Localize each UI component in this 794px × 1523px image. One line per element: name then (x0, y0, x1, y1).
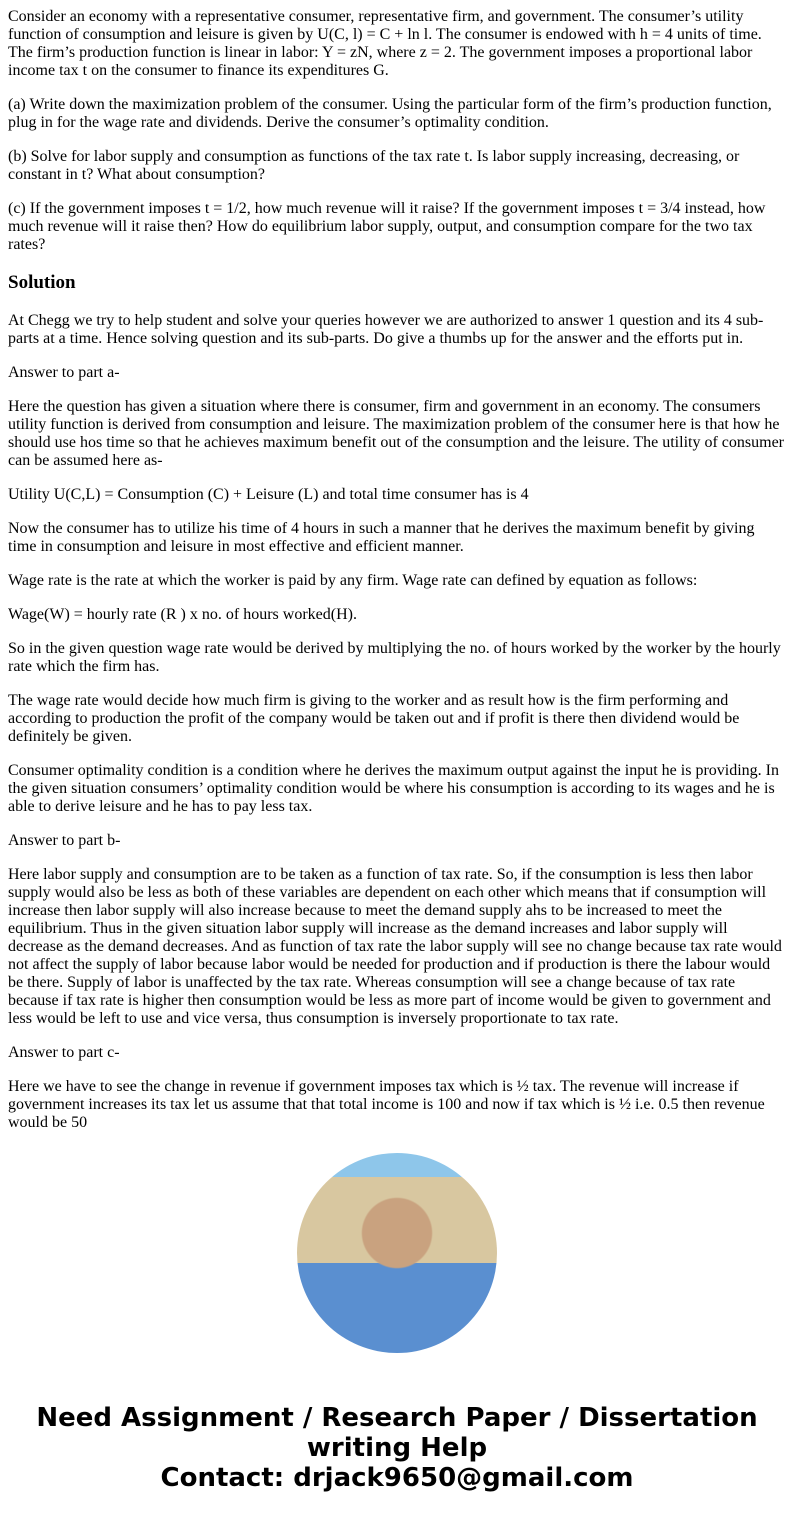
solution-heading: Solution (8, 272, 76, 293)
answer (8, 312, 786, 1132)
document-content (8, 0, 786, 1131)
answer-paragraph: Here the question has given a situation where there is consumer, firm and government in an economy. The consumers utility function is derived from consumption and leisure. The maximization problem of the consumer here is that how he should use hos time so that he achieves maximum benefit out of the consumption and the leisure. The utility of consumer can be assumed here as- (8, 398, 784, 469)
answer-paragraph: Answer to part c- (8, 1044, 120, 1061)
answer-paragraph: Wage(W) = hourly rate (R ) x no. of hours worked(H). (8, 606, 357, 623)
question-part-c: (c) If the government imposes t = 1/2, how much revenue will it raise? If the government imposes t = 3/4 instead, how much revenue will it raise then? How do equilibrium labor supply, output, and consumption compare for the two tax rates? (8, 200, 766, 253)
author-photo (297, 1153, 497, 1353)
answer-paragraph: Answer to part a- (8, 364, 120, 381)
question-intro: Consider an economy with a representative consumer, representative firm, and government. The consumer’s utility function of consumption and leisure is given by U(C, l) = C + ln l. The consumer is endowed with h = 4 units of time. The firm’s production function is linear in labor: Y = zN, where z = 2. The government imposes a proportional labor income tax t on the consumer to finance its expenditures G. (8, 8, 762, 79)
answer-paragraph: Wage rate is the rate at which the worker is paid by any firm. Wage rate can defined by equation as follows: (8, 572, 698, 589)
promo-banner (0, 1403, 794, 1493)
answer-paragraph: Answer to part b- (8, 832, 121, 849)
answer-paragraph: Consumer optimality condition is a condition where he derives the maximum output against the input he is providing. In the given situation consumers’ optimality condition would be where his consumption is according to its wages and he is able to derive leisure and he has to pay less tax. (8, 762, 779, 815)
answer-paragraph: So in the given question wage rate would be derived by multiplying the no. of hours worked by the worker by the hourly rate which the firm has. (8, 640, 781, 675)
answer-paragraph: Here we have to see the change in revenue if government imposes tax which is ½ tax. The revenue will increase if government increases its tax let us assume that that total income is 100 and now if tax which is ½ i.e. 0.5 then revenue would be 50 (8, 1078, 765, 1131)
answer-paragraph: Here labor supply and consumption are to be taken as a function of tax rate. So, if the consumption is less then labor supply would also be less as both of these variables are dependent on each other which means that if consumption will increase then labor supply will also increase because to meet the demand supply ahs to be increased to meet the equilibrium. Thus in the given situation labor supply will increase as the demand increases and labor supply will decrease as the demand decreases. And as function of tax rate the labor supply will see no change because tax rate would not affect the supply of labor because labor would be needed for production and if production is there the labour would be there. Supply of labor is unaffected by the tax rate. Whereas consumption will see a change because of tax rate because if tax rate is higher then consumption would be less as more part of income would be given to government and less would be left to use and vice versa, thus consumption is inversely proportionate to tax rate. (8, 866, 782, 1027)
question (8, 8, 786, 254)
promo-contact: Contact: drjack9650@gmail.com (160, 1463, 634, 1493)
question-part-b: (b) Solve for labor supply and consumption as functions of the tax rate t. Is labor supply increasing, decreasing, or constant in t? What about consumption? (8, 148, 740, 183)
question-part-a: (a) Write down the maximization problem of the consumer. Using the particular form of the firm’s production function, plug in for the wage rate and dividends. Derive the consumer’s optimality condition. (8, 96, 772, 131)
answer-paragraph: At Chegg we try to help student and solve your queries however we are authorized to answer 1 question and its 4 sub-parts at a time. Hence solving question and its sub-parts. Do give a thumbs up for the answer and the efforts put in. (8, 312, 764, 347)
answer-paragraph: Utility U(C,L) = Consumption (C) + Leisure (L) and total time consumer has is 4 (8, 486, 529, 503)
promo-headline: Need Assignment / Research Paper / Dissertation writing Help (36, 1403, 758, 1463)
answer-paragraph: The wage rate would decide how much firm is giving to the worker and as result how is the firm performing and according to production the profit of the company would be taken out and if profit is there then dividend would be definitely be given. (8, 692, 740, 745)
answer-paragraph: Now the consumer has to utilize his time of 4 hours in such a manner that he derives the maximum benefit by giving time in consumption and leisure in most effective and efficient manner. (8, 520, 755, 555)
